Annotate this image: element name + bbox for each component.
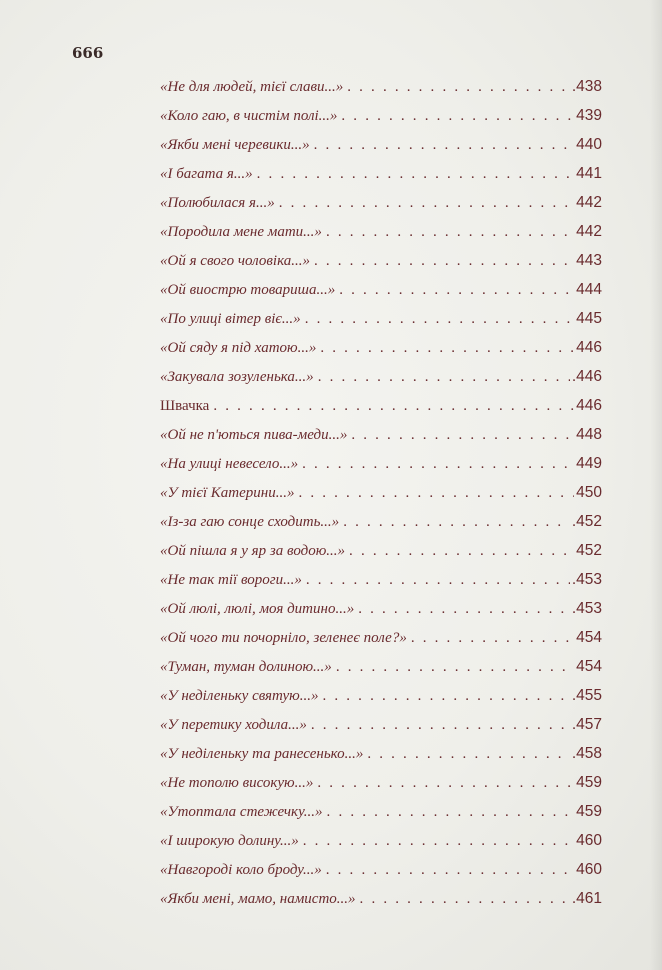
dot-leader	[213, 392, 574, 421]
toc-entry-page: 443	[576, 252, 602, 269]
toc-entry-title: «Ой люлі, люлі, моя дитино...»	[160, 601, 355, 617]
toc-entry	[160, 420, 602, 449]
dot-leader	[360, 885, 570, 914]
toc-entry-title: Швачка	[160, 398, 210, 414]
toc-entry	[160, 449, 602, 478]
toc-entry-title: «Ой пішла я у яр за водою...»	[160, 543, 346, 559]
dot-leader	[303, 827, 574, 856]
toc-entry-page: 439	[576, 107, 602, 124]
toc-entry-page: 442	[576, 223, 602, 240]
toc-entry-page: .458	[571, 745, 602, 762]
toc-entry	[160, 304, 602, 333]
dot-leader	[327, 798, 575, 827]
toc-entry	[160, 391, 602, 420]
dot-leader	[367, 740, 569, 769]
toc-entry	[160, 855, 602, 884]
toc-entry-page: 450	[576, 484, 602, 501]
toc-entry	[160, 275, 602, 304]
toc-entry-title: «Породила мене мати...»	[160, 224, 322, 240]
toc-entry-title: «І багата я...»	[160, 166, 253, 182]
dot-leader	[298, 479, 574, 508]
toc-entry	[160, 217, 602, 246]
dot-leader	[318, 363, 570, 392]
toc-entry-title: «У неділеньку та ранесенько...»	[160, 746, 364, 762]
toc-entry	[160, 797, 602, 826]
toc-entry-title: «Якби мені, мамо, намисто...»	[160, 891, 356, 907]
page-edge-shadow	[650, 0, 662, 970]
dot-leader	[311, 711, 570, 740]
toc-entry-title: «Ой не п'ються пива-меди...»	[160, 427, 348, 443]
toc-entry	[160, 652, 602, 681]
dot-leader	[411, 624, 574, 653]
toc-entry-title: «Коло гаю, в чистім полі...»	[160, 108, 338, 124]
toc-entry	[160, 101, 602, 130]
toc-entry-page: .438	[571, 78, 602, 95]
toc-entry-title: «Полюбилася я...»	[160, 195, 275, 211]
toc-entry-page: 448	[576, 426, 602, 443]
toc-entry-title: «Із-за гаю сонце сходить...»	[160, 514, 340, 530]
dot-leader	[279, 189, 574, 218]
dot-leader	[322, 682, 569, 711]
toc-entry-title: «Ой сяду я під хатою...»	[160, 340, 317, 356]
toc-entry-title: «Ой виострю товариша...»	[160, 282, 336, 298]
dot-leader	[358, 595, 570, 624]
dot-leader	[349, 537, 574, 566]
toc-entry-page: .455	[571, 687, 602, 704]
dot-leader	[302, 450, 574, 479]
toc-entry-title: «Якби мені черевики...»	[160, 137, 310, 153]
toc-entry-page: 446	[576, 339, 602, 356]
toc-entry-title: «По улиці вітер віє...»	[160, 311, 301, 327]
toc-entry-title: «У неділеньку святую...»	[160, 688, 319, 704]
toc-entry-page: 454	[576, 629, 602, 646]
toc-entry	[160, 826, 602, 855]
toc-entry-page: 454	[576, 658, 602, 675]
dot-leader	[341, 102, 574, 131]
toc-entry	[160, 72, 602, 101]
toc-entry-page: 452	[576, 542, 602, 559]
toc-entry	[160, 333, 602, 362]
toc-entry	[160, 594, 602, 623]
toc-entry	[160, 246, 602, 275]
toc-entry-title: «Не так тії вороги...»	[160, 572, 302, 588]
dot-leader	[326, 218, 574, 247]
dot-leader	[320, 334, 574, 363]
toc-entry	[160, 681, 602, 710]
dot-leader	[339, 276, 574, 305]
toc-entry-page: .453	[571, 571, 602, 588]
dot-leader	[314, 131, 574, 160]
toc-entry-title: «Не тополю високую...»	[160, 775, 314, 791]
dot-leader	[257, 160, 574, 189]
dot-leader	[306, 566, 570, 595]
toc-entry	[160, 623, 602, 652]
toc-entry-title: «І широкую долину...»	[160, 833, 299, 849]
dot-leader	[347, 73, 570, 102]
toc-entry	[160, 739, 602, 768]
dot-leader	[326, 856, 574, 885]
toc-entry-page: 445	[576, 310, 602, 327]
toc-entry	[160, 130, 602, 159]
toc-entry-title: «У перетику ходила...»	[160, 717, 307, 733]
toc-entry-page: 460	[576, 832, 602, 849]
toc-entry-page: 442	[576, 194, 602, 211]
toc-entry	[160, 478, 602, 507]
toc-entry-title: «Ой я свого чоловіка...»	[160, 253, 310, 269]
toc-entry-page: .461	[571, 890, 602, 907]
toc-entry-page: 459	[576, 803, 602, 820]
toc-entry-title: «Навгороді коло броду...»	[160, 862, 322, 878]
toc-entry-title: «У тієї Катерини...»	[160, 485, 295, 501]
dot-leader	[336, 653, 574, 682]
toc-entry-title: «На улиці невесело...»	[160, 456, 299, 472]
toc-entry-page: 446	[576, 397, 602, 414]
dot-leader	[305, 305, 574, 334]
toc-entry-page: 441	[576, 165, 602, 182]
table-of-contents	[160, 72, 602, 913]
dot-leader	[314, 247, 574, 276]
toc-entry	[160, 507, 602, 536]
toc-entry-page: .446	[571, 368, 602, 385]
toc-entry	[160, 159, 602, 188]
toc-entry	[160, 362, 602, 391]
toc-entry	[160, 884, 602, 913]
toc-entry	[160, 768, 602, 797]
toc-entry	[160, 188, 602, 217]
toc-entry-page: .452	[571, 513, 602, 530]
toc-entry	[160, 565, 602, 594]
toc-entry-title: «Ой чого ти почорніло, зеленеє поле?»	[160, 630, 407, 646]
toc-entry-page: 460	[576, 861, 602, 878]
toc-entry-title: «Утоптала стежечку...»	[160, 804, 323, 820]
toc-entry-title: «Не для людей, тієї слави...»	[160, 79, 344, 95]
toc-entry-page: 444	[576, 281, 602, 298]
dot-leader	[343, 508, 570, 537]
toc-entry-page: .453	[571, 600, 602, 617]
toc-entry-title: «Туман, туман долиною...»	[160, 659, 332, 675]
toc-entry-page: .457	[571, 716, 602, 733]
toc-entry-page: 459	[576, 774, 602, 791]
toc-entry	[160, 710, 602, 739]
toc-entry-page: 440	[576, 136, 602, 153]
toc-entry	[160, 536, 602, 565]
dot-leader	[351, 421, 574, 450]
dot-leader	[317, 769, 574, 798]
toc-entry-title: «Закувала зозуленька...»	[160, 369, 314, 385]
page-number: 666	[72, 44, 104, 62]
toc-entry-page: 449	[576, 455, 602, 472]
